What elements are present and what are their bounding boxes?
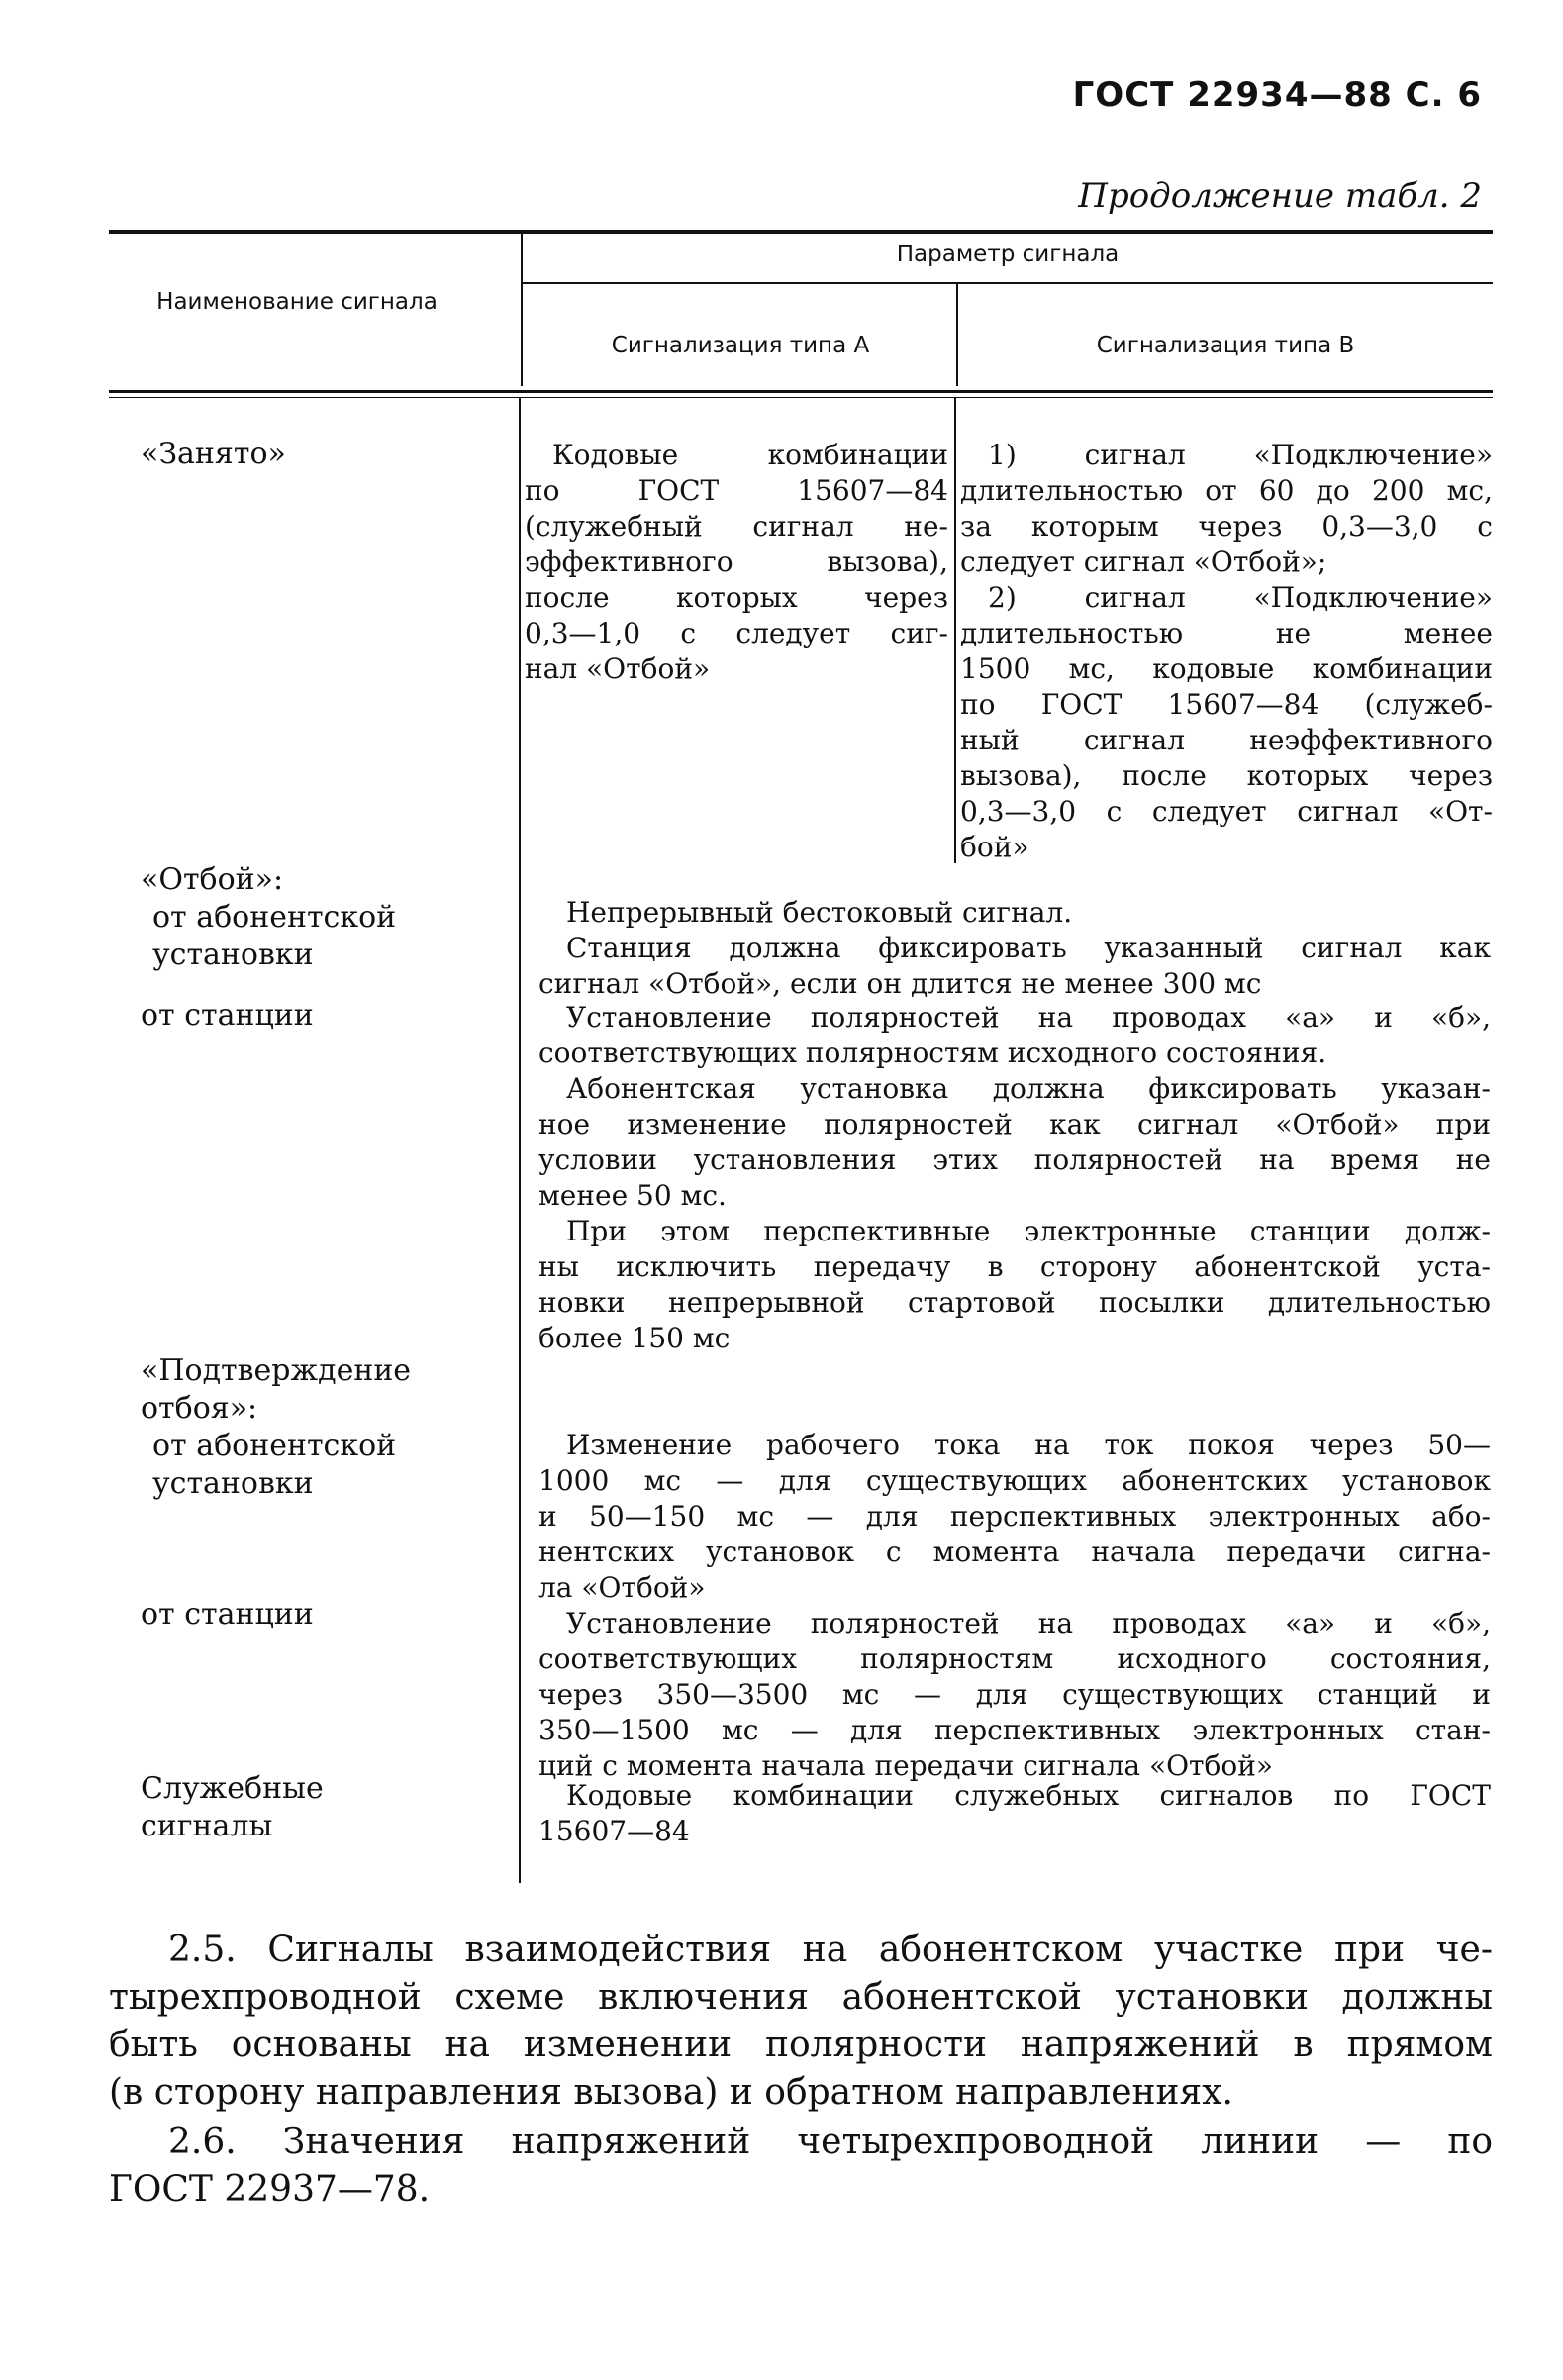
body-vertical-rule xyxy=(519,398,521,1883)
sublabel-confirmation-station: от станции xyxy=(141,1597,314,1632)
clause-2-5: 2.5. Сигналы взаимодействия на абонентском участке при че- тырехпроводной схеме включения абонентской установки должны быть основаны на изменении полярности напряжений в прямом (в сторону направления вызова) и обратном направлениях. xyxy=(109,1930,1493,2113)
service-signals-text: Кодовые комбинации служебных сигналов по ГОСТ 15607—84 xyxy=(538,1779,1491,1847)
document-reference: ГОСТ 22934—88 С. 6 xyxy=(1072,75,1482,115)
column-header-type-a: Сигнализация типа А xyxy=(611,333,870,358)
confirmation-station-text: Установление полярностей на проводах «а» и «б», соответствующих полярностям исходного состояния, через 350—3500 мс — для существующих станций и 350—1500 мс — для перспективных электронных стан- ций с момента начала передачи сигнала «Отбой» xyxy=(538,1607,1491,1782)
sublabel-hangup-subscriber: от абонентской установки xyxy=(152,900,397,972)
row-label-hangup-confirmation: «Подтверждение отбоя»: от абонентской установки xyxy=(141,1352,438,1503)
header-vertical-rule xyxy=(521,234,523,386)
column-header-name: Наименование сигнала xyxy=(156,289,438,315)
table-continuation-caption: Продолжение табл. 2 xyxy=(1078,176,1482,216)
header-mid-rule xyxy=(523,282,1493,284)
header-ab-rule xyxy=(956,284,958,386)
row-label-hangup: «Отбой»: от абонентской установки xyxy=(141,861,507,974)
header-bottom-rule-thin xyxy=(109,397,1493,398)
column-header-parameter: Параметр сигнала xyxy=(896,242,1120,267)
busy-ab-rule xyxy=(954,398,956,863)
clause-2-6: 2.6. Значения напряжений четырехпроводной линии — по ГОСТ 22937—78. xyxy=(109,2122,1493,2210)
hangup-station-text: Установление полярностей на проводах «а» и «б», соответствующих полярностям исходного состояния. Абонентская установка должна фиксировать указан- ное изменение полярностей как сигнал «Отбой» при условии установления этих полярностей на время не менее 50 мс. При этом перспективные электронные станции долж- ны исключить передачу в сторону абонентской уста- новки непрерывной стартовой посылки длительностью более 150 мс xyxy=(538,1001,1491,1354)
table-top-rule xyxy=(109,230,1493,234)
sublabel-hangup-station: от станции xyxy=(141,998,314,1033)
row-label-service-signals: Служебные сигналы xyxy=(141,1771,324,1843)
sublabel-confirmation-subscriber: от абонентской установки xyxy=(152,1429,397,1501)
header-bottom-rule xyxy=(109,390,1493,393)
busy-type-a-text: Кодовые комбинации по ГОСТ 15607—84 (служебный сигнал не- эффективного вызова), после которых через 0,3—1,0 с следует сиг- нал «Отбой» xyxy=(525,439,948,685)
hangup-subscriber-text: Непрерывный бестоковый сигнал. Станция должна фиксировать указанный сигнал как сигнал «Отбой», если он длится не менее 300 мс xyxy=(538,896,1491,1000)
busy-type-b-text: 1) сигнал «Подключение» длительностью от 60 до 200 мс, за которым через 0,3—3,0 с следует сигнал «Отбой»; 2) сигнал «Подключение» длительностью не менее 1500 мс, кодовые комбинации по ГОСТ 15607—84 (служеб- ный сигнал неэффективного вызова), после которых через 0,3—3,0 с следует сигнал «От- бой» xyxy=(960,439,1493,863)
confirmation-subscriber-text: Изменение рабочего тока на ток покоя через 50— 1000 мс — для существующих абонентских установок и 50—150 мс — для перспективных электронных або- нентских установок с момента начала передачи сигна- ла «Отбой» xyxy=(538,1429,1491,1604)
column-header-type-b: Сигнализация типа В xyxy=(1096,333,1355,358)
row-label-busy: «Занято» xyxy=(141,437,286,471)
